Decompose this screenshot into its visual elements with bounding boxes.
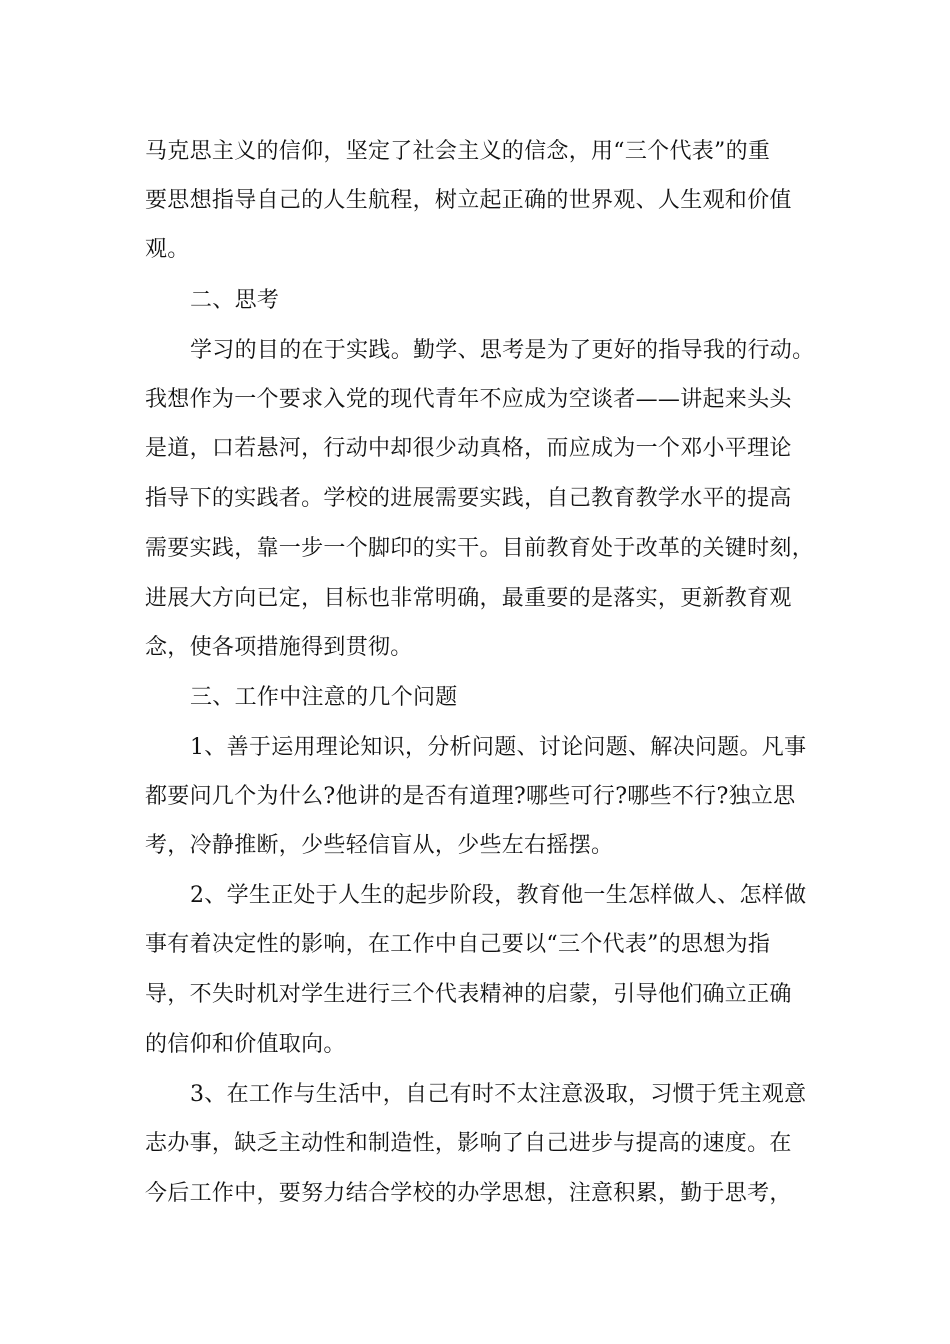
body-text-line: 导，不失时机对学生进行三个代表精神的启蒙，引导他们确立正确 bbox=[145, 982, 792, 1007]
body-text-line: 马克思主义的信仰，坚定了社会主义的信念，用“三个代表”的重 bbox=[145, 139, 771, 164]
body-text-line: 2、学生正处于人生的起步阶段，教育他一生怎样做人、怎样做 bbox=[190, 883, 807, 908]
body-text-line: 事有着决定性的影响，在工作中自己要以“三个代表”的思想为指 bbox=[145, 932, 771, 957]
body-text-line: 今后工作中，要努力结合学校的办学思想，注意积累，勤于思考， bbox=[145, 1181, 792, 1206]
body-text-line: 观。 bbox=[145, 237, 190, 262]
body-text-line: 我想作为一个要求入党的现代青年不应成为空谈者——讲起来头头 bbox=[145, 387, 792, 412]
body-text-line: 1、善于运用理论知识，分析问题、讨论问题、解决问题。凡事 bbox=[190, 735, 807, 760]
body-text-line: 是道，口若悬河，行动中却很少动真格，而应成为一个邓小平理论 bbox=[145, 436, 792, 461]
body-text-line: 念，使各项措施得到贯彻。 bbox=[145, 635, 413, 660]
body-text-line: 指导下的实践者。学校的进展需要实践，自己教育教学水平的提高 bbox=[145, 486, 792, 511]
body-text-line: 志办事，缺乏主动性和制造性，影响了自己进步与提高的速度。在 bbox=[145, 1131, 792, 1156]
section-heading: 二、思考 bbox=[190, 288, 280, 313]
body-text-line: 学习的目的在于实践。勤学、思考是为了更好的指导我的行动。 bbox=[190, 338, 815, 363]
body-text-line: 要思想指导自己的人生航程，树立起正确的世界观、人生观和价值 bbox=[145, 188, 792, 213]
body-text-line: 进展大方向已定，目标也非常明确，最重要的是落实，更新教育观 bbox=[145, 586, 792, 611]
body-text-line: 都要问几个为什么?他讲的是否有道理?哪些可行?哪些不行?独立思 bbox=[145, 784, 796, 809]
body-text-line: 3、在工作与生活中，自己有时不太注意汲取，习惯于凭主观意 bbox=[190, 1082, 807, 1107]
body-text-line: 需要实践，靠一步一个脚印的实干。目前教育处于改革的关键时刻， bbox=[145, 536, 815, 561]
section-heading: 三、工作中注意的几个问题 bbox=[190, 685, 458, 710]
body-text-line: 的信仰和价值取向。 bbox=[145, 1032, 346, 1057]
body-text-line: 考，冷静推断，少些轻信盲从，少些左右摇摆。 bbox=[145, 833, 614, 858]
